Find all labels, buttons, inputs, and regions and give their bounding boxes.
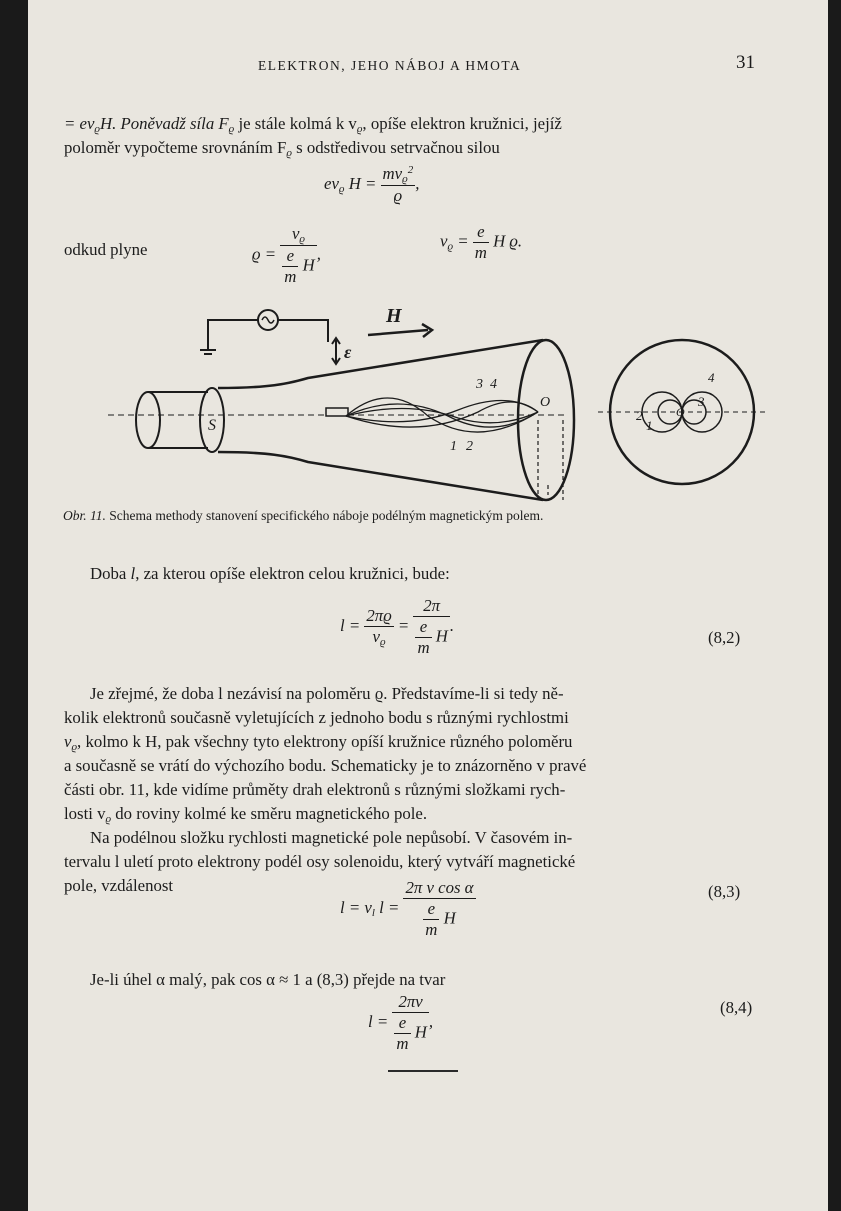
deflection-plate xyxy=(326,408,348,416)
fraction xyxy=(415,617,431,658)
caption-prefix: Obr. 11. xyxy=(63,508,106,523)
end-label-2: 2 xyxy=(636,408,643,423)
fraction-denominator: $\frac{e}{m}$ H xyxy=(417,617,448,657)
fraction xyxy=(394,1013,410,1054)
math-subscript: ϱ xyxy=(447,240,454,253)
sine-wave-icon xyxy=(262,317,274,323)
fraction-numerator: $v_ϱ$ xyxy=(280,224,316,246)
math-subscript: ϱ xyxy=(94,123,101,135)
fraction-denominator: m xyxy=(284,267,297,286)
book-page xyxy=(28,0,828,1211)
text-span: je stále kolmá k v xyxy=(234,114,357,133)
text-line xyxy=(64,138,500,159)
equation-8-4: l = 2πv $\frac{e}{m}$ H , xyxy=(368,992,434,1053)
fraction-numerator: e xyxy=(423,899,439,920)
eq-tail: H ϱ. xyxy=(488,231,523,251)
end-label-1: 1 xyxy=(646,418,653,433)
page-number: 31 xyxy=(736,52,755,73)
end-label-o: O xyxy=(676,405,685,419)
eq-lhs: v xyxy=(440,231,448,251)
fraction-numerator: 2π v cos α xyxy=(405,878,474,897)
fraction-denominator: $\frac{e}{m}$ H xyxy=(425,899,456,939)
fraction xyxy=(381,164,416,206)
fraction xyxy=(413,596,449,658)
fraction-denominator: m xyxy=(396,1034,409,1053)
math-subscript: ϱ xyxy=(356,123,363,135)
fraction-denominator: $\frac{e}{m}$ H xyxy=(396,1013,427,1053)
fraction-numerator: e xyxy=(282,246,298,267)
fraction-denominator: $\frac{e}{m}$ H xyxy=(284,246,315,286)
fraction-denominator: m xyxy=(425,920,438,939)
fraction-numerator: $mv_ϱ^2$ xyxy=(382,164,414,185)
text-line: pole, vzdálenost xyxy=(64,876,174,895)
label-e: ε xyxy=(344,342,352,362)
text-line: části obr. 11, kde vidíme průměty drah elektronů s různými složkami rych- xyxy=(64,780,566,799)
eq-equals: = xyxy=(397,615,410,635)
caption-text: Schema methody stanovení specifického náboje podélným magnetickým polem. xyxy=(105,508,544,523)
math-subscript: ϱ xyxy=(228,123,235,135)
equation-8-2: l = $\frac{2\pi ϱ}{v_ϱ}$ = 2π $\frac{e}{m}$ H . xyxy=(340,596,455,657)
fraction-numerator: 2π xyxy=(413,596,449,617)
text-line: kolik elektronů současně vyletujících z jednoho bodu s různými rychlostmi xyxy=(64,708,569,727)
math-subscript: ϱ xyxy=(338,182,345,195)
eq-lhs: l = xyxy=(368,1011,389,1031)
label-2: 2 xyxy=(466,439,473,454)
fraction-denominator: m xyxy=(417,638,430,657)
eq-lhs: = xyxy=(453,231,469,251)
math-subscript: l xyxy=(371,906,375,919)
label-h: H xyxy=(386,305,402,327)
eq-lhs: l = xyxy=(374,897,400,917)
equation-v xyxy=(440,222,522,263)
electron-path xyxy=(346,400,538,421)
screen-ellipse xyxy=(518,340,574,500)
eq-lhs: l = v xyxy=(340,897,372,917)
ground-icon xyxy=(200,350,216,354)
math-subscript: ϱ xyxy=(286,147,292,159)
h-field-arrow xyxy=(368,330,428,335)
text-line: $v_ϱ$, kolmo k H, pak všechny tyto elektrony opíší kružnice různého poloměru xyxy=(64,732,573,753)
circuit-wire xyxy=(208,320,258,350)
circuit-wire xyxy=(278,320,328,342)
figure-11-diagram xyxy=(88,300,788,510)
equation-8-3 xyxy=(340,878,476,940)
label-3: 3 xyxy=(476,377,483,392)
fraction xyxy=(280,224,316,287)
fraction-denominator: ϱ xyxy=(393,186,403,205)
label-1: 1 xyxy=(450,439,457,454)
fraction xyxy=(364,606,393,648)
equation-number: (8,2) xyxy=(708,628,741,647)
fraction-denominator: m xyxy=(474,243,487,262)
end-label-3: 3 xyxy=(698,394,705,409)
text-line: a současně se vrátí do výchozího bodu. Schematicky je to znázorněno v pravé xyxy=(64,756,587,775)
running-header: ELEKTRON, JEHO NÁBOJ A HMOTA xyxy=(258,58,522,73)
eq-tail: , xyxy=(415,173,420,193)
text-line: Je-li úhel α malý, pak cos α ≈ 1 a (8,3) přejde na tvar xyxy=(90,970,446,989)
equation-force xyxy=(324,164,419,206)
eq-lhs: ev xyxy=(324,173,339,193)
odkud-label: odkud plyne xyxy=(64,240,148,259)
end-rule xyxy=(388,1070,458,1072)
eq-lhs: ϱ = xyxy=(252,244,277,264)
text-span: s odstředivou setrvačnou silou xyxy=(291,138,500,157)
text-line: Je zřejmé, že doba l nezávisí na poloměru ϱ. Představíme-li si tedy ně- xyxy=(90,684,564,703)
equation-number: (8,4) xyxy=(720,998,753,1017)
text-line: tervalu l uletí proto elektrony podél osy solenoidu, který vytváří magnetické xyxy=(64,852,576,871)
fraction xyxy=(282,246,298,287)
fraction xyxy=(423,899,439,940)
equation-rho: ϱ = $v_ϱ$ $\frac{e}{m}$ H , xyxy=(252,224,321,286)
text-line xyxy=(64,114,562,135)
math-text: H. Poněvadž síla F xyxy=(100,114,229,133)
tube-end-cap xyxy=(136,392,160,448)
text-line: Doba l, za kterou opíše elektron celou kružnici, bude: xyxy=(90,564,450,583)
equation-number: (8,3) xyxy=(708,882,741,901)
label-s: S xyxy=(208,417,216,434)
text-line: Na podélnou složku rychlosti magnetické pole nepůsobí. V časovém in- xyxy=(90,828,573,847)
tube-body xyxy=(218,340,543,500)
fraction xyxy=(473,222,489,263)
fraction-numerator: e xyxy=(473,222,489,243)
fraction xyxy=(392,992,428,1054)
label-4: 4 xyxy=(490,377,497,392)
fraction-numerator: 2πϱ xyxy=(366,606,392,625)
projection-line xyxy=(538,420,563,500)
text-span: poloměr vypočteme srovnáním F xyxy=(64,138,287,157)
eq-lhs: H = xyxy=(344,173,377,193)
math-text: = ev xyxy=(64,114,95,133)
fraction xyxy=(403,878,475,940)
fraction-denominator: $v_ϱ$ xyxy=(372,627,386,648)
fraction-numerator: 2πv xyxy=(392,992,428,1013)
end-label-4: 4 xyxy=(708,370,715,385)
text-line: losti $v_ϱ$ do roviny kolmé ke směru magnetického pole. xyxy=(64,804,428,825)
fraction-numerator: e xyxy=(394,1013,410,1034)
label-o: O xyxy=(540,395,551,410)
eq-lhs: l = xyxy=(340,615,361,635)
text-span: , opíše elektron kružnici, jejíž xyxy=(362,114,562,133)
fraction-numerator: e xyxy=(415,617,431,638)
figure-caption xyxy=(63,508,543,524)
